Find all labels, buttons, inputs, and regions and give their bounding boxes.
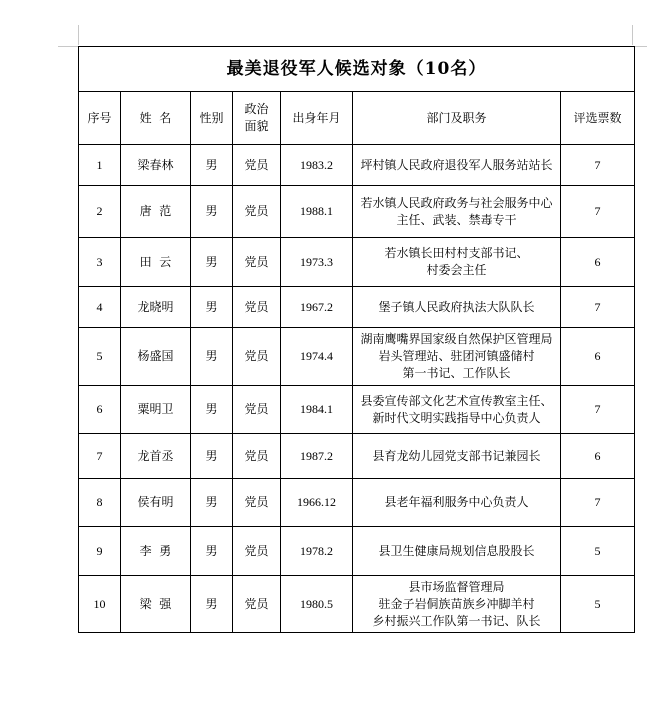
cell-index: 10	[79, 576, 121, 633]
dept-line: 乡村振兴工作队第一书记、队长	[372, 613, 541, 628]
dept-line: 新时代文明实践指导中心负责人	[372, 410, 541, 425]
cell-dept	[353, 145, 561, 186]
cell-politics: 党员	[233, 434, 281, 479]
cell-votes: 5	[561, 527, 635, 576]
header-index: 序号	[79, 92, 121, 145]
cell-name: 粟明卫	[121, 386, 191, 434]
cell-index: 7	[79, 434, 121, 479]
cell-votes: 7	[561, 386, 635, 434]
cell-index: 3	[79, 238, 121, 287]
cell-birth: 1978.2	[281, 527, 353, 576]
cell-birth: 1973.3	[281, 238, 353, 287]
cell-votes: 6	[561, 238, 635, 287]
dept-line: 堡子镇人民政府执法大队队长	[378, 299, 535, 314]
header-gender: 性别	[191, 92, 233, 145]
cell-dept	[353, 287, 561, 328]
cell-index: 1	[79, 145, 121, 186]
dept-line: 县育龙幼儿园党支部书记兼园长	[372, 448, 541, 463]
header-votes: 评选票数	[561, 92, 635, 145]
table-row	[79, 527, 635, 576]
table-row	[79, 186, 635, 238]
cell-gender: 男	[191, 576, 233, 633]
cell-votes: 6	[561, 434, 635, 479]
cell-name: 唐 范	[121, 186, 191, 238]
cell-gender: 男	[191, 238, 233, 287]
cell-politics: 党员	[233, 386, 281, 434]
header-birth: 出身年月	[281, 92, 353, 145]
page-corner-mark	[58, 46, 78, 47]
dept-line: 若水镇人民政府政务与社会服务中心	[360, 195, 553, 210]
cell-politics: 党员	[233, 238, 281, 287]
cell-politics: 党员	[233, 186, 281, 238]
cell-index: 6	[79, 386, 121, 434]
page-corner-mark	[632, 25, 633, 45]
table-row	[79, 328, 635, 386]
cell-dept	[353, 527, 561, 576]
page-corner-mark	[78, 25, 79, 45]
cell-name: 侯有明	[121, 479, 191, 527]
cell-politics: 党员	[233, 287, 281, 328]
cell-dept	[353, 386, 561, 434]
dept-line: 驻金子岩侗族苗族乡冲脚羊村	[378, 596, 535, 611]
cell-birth: 1967.2	[281, 287, 353, 328]
page-corner-mark	[633, 46, 647, 47]
dept-line: 县委宣传部文化艺术宣传教室主任、	[360, 393, 553, 408]
cell-gender: 男	[191, 434, 233, 479]
table-row	[79, 386, 635, 434]
table-row	[79, 238, 635, 287]
dept-line: 岩头管理站、驻团河镇盛储村	[378, 349, 535, 363]
cell-politics: 党员	[233, 145, 281, 186]
cell-gender: 男	[191, 145, 233, 186]
header-politics	[233, 92, 281, 145]
cell-gender: 男	[191, 328, 233, 386]
cell-name: 杨盛国	[121, 328, 191, 386]
cell-votes: 7	[561, 287, 635, 328]
cell-votes: 5	[561, 576, 635, 633]
cell-dept	[353, 479, 561, 527]
cell-dept	[353, 186, 561, 238]
cell-gender: 男	[191, 287, 233, 328]
cell-gender: 男	[191, 186, 233, 238]
cell-birth: 1980.5	[281, 576, 353, 633]
cell-votes: 7	[561, 186, 635, 238]
cell-votes: 7	[561, 479, 635, 527]
cell-votes: 7	[561, 145, 635, 186]
cell-politics: 党员	[233, 527, 281, 576]
candidates-table	[78, 46, 635, 633]
cell-birth: 1983.2	[281, 145, 353, 186]
table-row	[79, 145, 635, 186]
cell-dept	[353, 576, 561, 633]
table-row	[79, 479, 635, 527]
dept-line: 县市场监督管理局	[408, 579, 505, 594]
header-dept: 部门及职务	[353, 92, 561, 145]
dept-line: 村委会主任	[426, 263, 487, 277]
cell-index: 8	[79, 479, 121, 527]
cell-name: 龙晓明	[121, 287, 191, 328]
cell-name: 田 云	[121, 238, 191, 287]
cell-name: 梁 强	[121, 576, 191, 633]
dept-line: 第一书记、工作队长	[402, 366, 511, 380]
header-row	[79, 92, 635, 145]
table-row	[79, 576, 635, 633]
dept-line: 县老年福利服务中心负责人	[384, 495, 529, 509]
cell-index: 5	[79, 328, 121, 386]
dept-line: 主任、武装、禁毒专干	[396, 212, 517, 227]
cell-name: 梁春林	[121, 145, 191, 186]
cell-birth: 1966.12	[281, 479, 353, 527]
cell-politics: 党员	[233, 576, 281, 633]
table-title: 最美退役军人候选对象（10名）	[79, 47, 635, 92]
table-row	[79, 287, 635, 328]
table-row	[79, 434, 635, 479]
cell-name: 李 勇	[121, 527, 191, 576]
header-name: 姓 名	[121, 92, 191, 145]
cell-birth: 1974.4	[281, 328, 353, 386]
header-politics-line1: 政治	[244, 102, 269, 116]
dept-line: 若水镇长田村村支部书记、	[384, 246, 529, 260]
cell-votes: 6	[561, 328, 635, 386]
cell-index: 4	[79, 287, 121, 328]
dept-line: 坪村镇人民政府退役军人服务站站长	[360, 157, 553, 172]
cell-politics: 党员	[233, 328, 281, 386]
cell-index: 9	[79, 527, 121, 576]
cell-gender: 男	[191, 479, 233, 527]
cell-politics: 党员	[233, 479, 281, 527]
cell-index: 2	[79, 186, 121, 238]
dept-line: 湖南鹰嘴界国家级自然保护区管理局	[360, 332, 553, 346]
cell-dept	[353, 328, 561, 386]
cell-gender: 男	[191, 386, 233, 434]
cell-name: 龙首丞	[121, 434, 191, 479]
cell-dept	[353, 238, 561, 287]
cell-gender: 男	[191, 527, 233, 576]
dept-line: 县卫生健康局规划信息股股长	[378, 543, 535, 558]
cell-birth: 1988.1	[281, 186, 353, 238]
header-politics-line2: 面貌	[244, 119, 269, 133]
cell-birth: 1987.2	[281, 434, 353, 479]
cell-dept	[353, 434, 561, 479]
cell-birth: 1984.1	[281, 386, 353, 434]
